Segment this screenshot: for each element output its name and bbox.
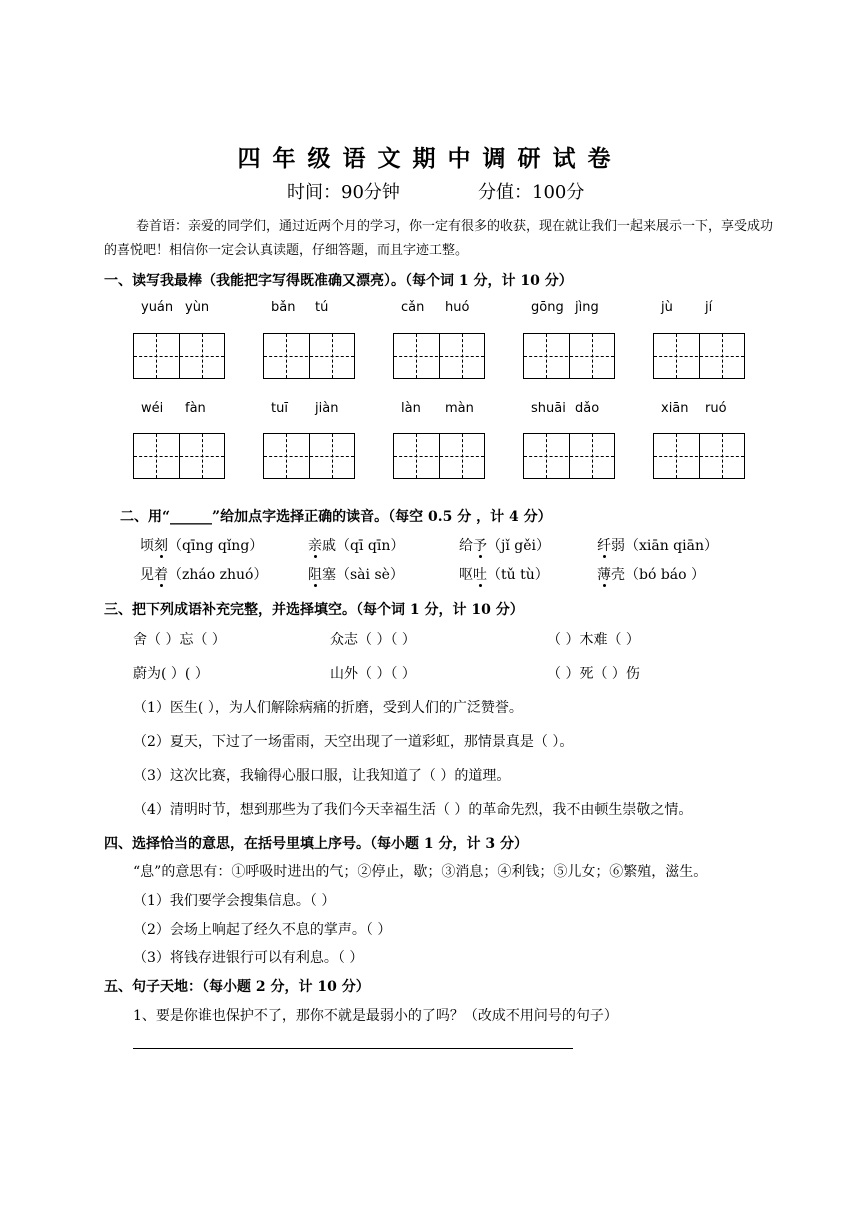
item-char: 亲 (308, 535, 322, 555)
answer-line[interactable] (133, 1048, 573, 1049)
writing-grid[interactable] (523, 333, 615, 379)
sentence-question-1: 1、要是你谁也保护不了，那你不就是最弱小的了吗？（改成不用问号的句子） (133, 1008, 618, 1024)
item-rest (154, 538, 263, 554)
reading-choice-item (308, 564, 404, 584)
item-rest (473, 538, 550, 554)
dotted-char: 予 (473, 535, 487, 555)
item-char: 呕 (459, 567, 473, 583)
pinyin-syllable: bǎn (271, 300, 296, 315)
item-reading: （jǐ gěi） (487, 538, 550, 554)
pinyin-syllable: ruó (705, 401, 727, 416)
writing-grid[interactable] (133, 333, 225, 379)
writing-grid[interactable] (263, 433, 355, 479)
writing-grid[interactable] (393, 333, 485, 379)
intro-text: 卷首语：亲爱的同学们，通过近两个月的学习，你一定有很多的收获，现在就让我们一起来展示一下，享受成功的喜悦吧！相信你一定会认真读题，仔细答题，而且字迹工整。 (104, 219, 774, 258)
pinyin-label (141, 401, 206, 416)
reading-choice-item (459, 564, 549, 584)
reading-choice-item (459, 535, 550, 555)
item-rest: 戚（qī qīn） (322, 538, 405, 554)
writing-grid[interactable] (523, 433, 615, 479)
idiom-question-1: （1）医生( ），为人们解除病痛的折磨，受到人们的广泛赞誉。 (133, 700, 523, 716)
item-char: 阻 (308, 564, 322, 584)
pinyin-label (661, 300, 712, 315)
section4-heading: 四、选择恰当的意思，在括号里填上序号。（每小题 1 分，计 3 分） (104, 836, 528, 852)
dotted-char: 刻 (154, 535, 168, 555)
idiom-3: （ ）木难（ ） (547, 632, 640, 648)
pinyin-syllable: dǎo (575, 401, 600, 416)
idiom-4: 蔚为( ）( ） (133, 666, 209, 682)
section2-heading: 二、用“______”给加点字选择正确的读音。（每空 0.5 分 ，计 4 分） (120, 509, 552, 525)
pinyin-label (531, 401, 599, 416)
pinyin-syllable: wéi (141, 401, 164, 416)
pinyin-syllable: làn (401, 401, 421, 416)
pinyin-syllable: tú (315, 300, 329, 315)
pinyin-label (531, 300, 599, 315)
pinyin-label (661, 401, 727, 416)
item-reading: （zháo zhuó） (168, 567, 268, 583)
idiom-6: （ ）死（ ）伤 (547, 666, 640, 682)
page-title: 四年级语文期中调研试卷 (237, 145, 623, 172)
pinyin-syllable: gōng (531, 300, 564, 315)
pinyin-syllable: tuī (271, 401, 288, 416)
item-rest: 弱（xiān qiān） (611, 538, 718, 554)
section5-heading: 五、句子天地：（每小题 2 分，计 10 分） (104, 979, 370, 995)
item-char: 顷 (140, 538, 154, 554)
reading-choice-item (308, 535, 404, 555)
pinyin-label (401, 401, 474, 416)
writing-grid[interactable] (393, 433, 485, 479)
dotted-char: 着 (154, 564, 168, 584)
pinyin-syllable: fàn (185, 401, 206, 416)
pinyin-syllable: yuán (141, 300, 174, 315)
writing-grid[interactable] (653, 333, 745, 379)
item-char: 薄 (597, 564, 611, 584)
section1-heading: 一、读写我最棒（我能把字写得既准确又漂亮）。（每个词 1 分，计 10 分） (104, 273, 573, 289)
reading-choice-item (597, 535, 718, 555)
writing-grid[interactable] (653, 433, 745, 479)
reading-choice-item (140, 564, 267, 584)
pinyin-syllable: jiàn (315, 401, 339, 416)
item-rest (473, 567, 549, 583)
item-char: 给 (459, 538, 473, 554)
exam-score: 分值：100分 (478, 182, 585, 203)
idiom-1: 舍（ ）忘（ ） (133, 632, 226, 648)
idiom-question-2: （2）夏天，下过了一场雷雨，天空出现了一道彩虹，那情景真是（ ）。 (133, 734, 574, 750)
idiom-question-4: （4）清明时节，想到那些为了我们今天幸福生活（ ）的革命先烈，我不由顿生崇敬之情。 (133, 802, 693, 818)
pinyin-syllable: jìng (575, 300, 599, 315)
xi-question-2: （2）会场上响起了经久不息的掌声。（ ） (133, 922, 392, 938)
pinyin-syllable: màn (445, 401, 474, 416)
pinyin-syllable: cǎn (401, 300, 425, 315)
pinyin-syllable: jí (705, 300, 713, 315)
item-rest: 塞（sài sè） (322, 567, 404, 583)
idiom-2: 众志（ ）（ ） (330, 632, 416, 648)
pinyin-syllable: huó (445, 300, 470, 315)
item-rest: 壳（bó báo ） (611, 567, 706, 583)
dotted-char: 吐 (473, 564, 487, 584)
exam-time: 时间：90分钟 (287, 182, 400, 203)
idiom-question-3: （3）这次比赛，我输得心服口服，让我知道了（ ）的道理。 (133, 768, 511, 784)
item-reading: （qīng qǐng） (168, 538, 264, 554)
writing-grid[interactable] (133, 433, 225, 479)
pinyin-syllable: shuāi (531, 401, 566, 416)
pinyin-label (271, 401, 338, 416)
item-char: 纤 (597, 535, 611, 555)
writing-grid[interactable] (263, 333, 355, 379)
pinyin-label (271, 300, 328, 315)
reading-choice-item (597, 564, 705, 584)
xi-meanings: “息”的意思有：①呼吸时进出的气；②停止，歇；③消息；④利钱；⑤儿女；⑥繁殖，滋生。 (133, 864, 708, 880)
xi-question-1: （1）我们要学会搜集信息。（ ） (133, 893, 336, 909)
item-reading: （tǔ tù） (487, 567, 549, 583)
xi-question-3: （3）将钱存进银行可以有利息。（ ） (133, 950, 364, 966)
pinyin-label (401, 300, 469, 315)
reading-choice-item (140, 535, 263, 555)
pinyin-syllable: jù (661, 300, 673, 315)
section3-heading: 三、把下列成语补充完整，并选择填空。（每个词 1 分，计 10 分） (104, 602, 524, 618)
pinyin-label (141, 300, 209, 315)
pinyin-syllable: yùn (185, 300, 210, 315)
idiom-5: 山外（ ）（ ） (330, 666, 416, 682)
item-char: 见 (140, 567, 154, 583)
pinyin-syllable: xiān (661, 401, 689, 416)
item-rest (154, 567, 267, 583)
